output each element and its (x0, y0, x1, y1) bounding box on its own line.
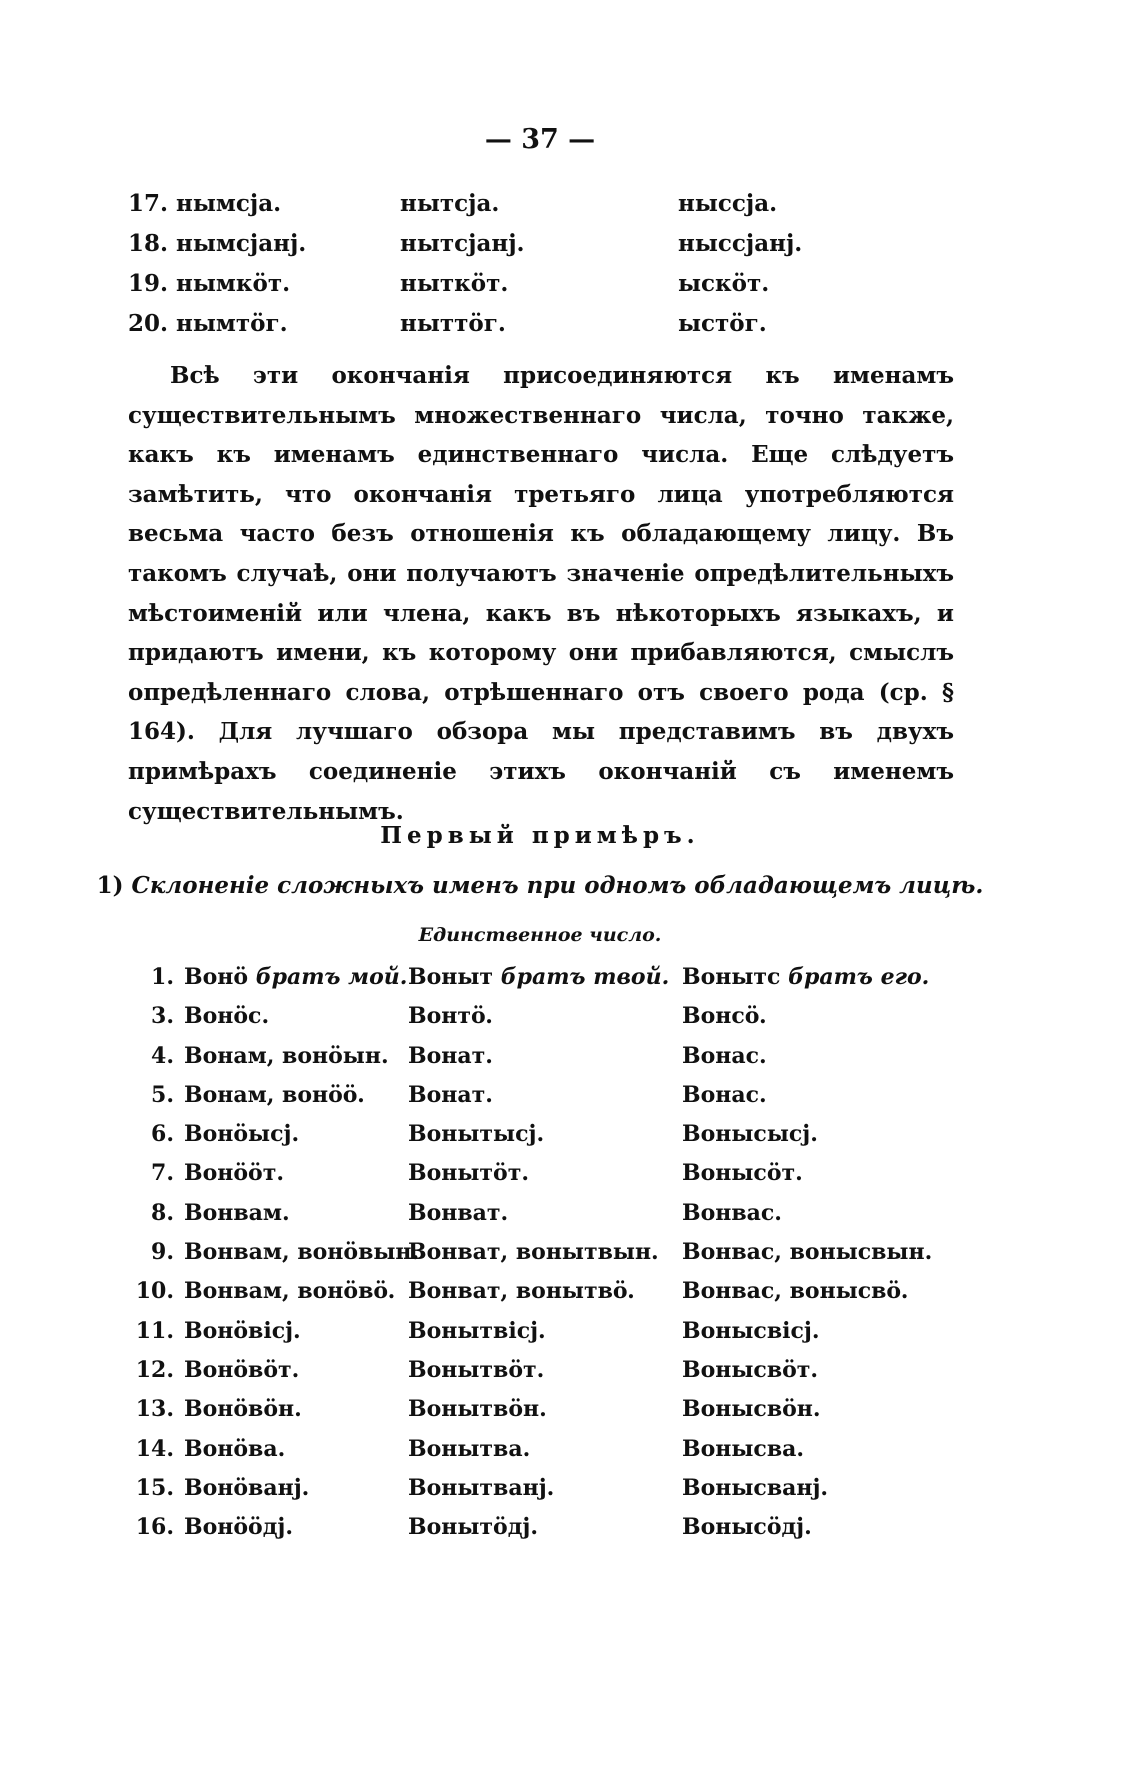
form-third-person: Вонсö. (682, 1003, 767, 1030)
row-number: 13. (135, 1396, 174, 1423)
row-number: 18. (128, 230, 169, 257)
row-number: 5. (151, 1081, 174, 1108)
row-number: 15. (135, 1474, 174, 1501)
form-first-person: Вонöвісј. (184, 1317, 301, 1344)
form-first-person: Вонвам, вонöвö. (184, 1278, 396, 1305)
row-number: 6. (151, 1121, 174, 1148)
form-second-person: Вонат. (408, 1081, 493, 1108)
row-number: 8. (151, 1199, 174, 1226)
row-number: 9. (151, 1239, 174, 1266)
suffix-second: ныттöг. (400, 310, 506, 337)
row-number: 11. (135, 1317, 174, 1344)
row-number: 3. (151, 1003, 174, 1030)
page-number: — 37 — (484, 124, 596, 155)
form-second-person: Вонытысј. (408, 1121, 545, 1148)
form-word: Вонö (184, 964, 249, 990)
form-first-person: Вонöс. (184, 1003, 270, 1030)
row-number: 16. (135, 1514, 174, 1541)
row-number: 4. (151, 1042, 174, 1069)
row-number: 17. (128, 190, 169, 217)
suffix-cell (128, 310, 288, 337)
form-third-person: Вонысва. (682, 1435, 805, 1462)
form-third-person: Вонас. (682, 1042, 767, 1069)
form-translation: братъ мой. (255, 964, 408, 990)
suffix-cell (128, 230, 306, 257)
suffix-second: ныткöт. (400, 270, 509, 297)
form-third-person: Вонысöдј. (682, 1514, 812, 1541)
row-number: 19. (128, 270, 169, 297)
form-third-person: Вонысöт. (682, 1160, 803, 1187)
suffix-first: нымсјанј. (176, 230, 307, 257)
form-second-person: Вонат. (408, 1042, 493, 1069)
suffix-second: нытсја. (400, 190, 500, 217)
suffix-third: ыскöт. (678, 270, 770, 297)
form-second-person: Вонтö. (408, 1003, 493, 1030)
form-second-person: Вонытвісј. (408, 1317, 546, 1344)
form-second-person: Вонытöт. (408, 1160, 530, 1187)
form-second-person: Вонват, вонытвö. (408, 1278, 635, 1305)
suffix-third: ныссја. (678, 190, 778, 217)
form-second-person: Вонытöдј. (408, 1514, 539, 1541)
form-first-person: Вонöвöн. (184, 1396, 302, 1423)
row-number: 14. (135, 1435, 174, 1462)
form-word: Вонытс (682, 964, 781, 990)
form-second-person: Вонытва. (408, 1435, 531, 1462)
suffix-cell (128, 190, 281, 217)
form-second-person: Вонытвöт. (408, 1356, 545, 1383)
form-third-person: Вонысванј. (682, 1474, 829, 1501)
form-second-person: Вонытванј. (408, 1474, 555, 1501)
row-number: 10. (135, 1278, 174, 1305)
form-third-person: Вонысвöн. (682, 1396, 821, 1423)
form-first-person: Вонам, вонöö. (184, 1081, 365, 1108)
form-first-person: Вонвам, вонöвын. (184, 1239, 420, 1266)
row-number: 12. (135, 1356, 174, 1383)
form-translation: братъ его. (788, 964, 930, 990)
form-translation: братъ твой. (500, 964, 670, 990)
suffix-first: нымсја. (176, 190, 282, 217)
form-third-person: Вонысвісј. (682, 1317, 820, 1344)
form-second-person: Вонытвöн. (408, 1396, 547, 1423)
form-third-person: Вонвас, вонысвö. (682, 1278, 909, 1305)
form-first-person: Вонöванј. (184, 1474, 310, 1501)
subheading-number: 1) (96, 872, 124, 899)
form-first-person: Вонööдј. (184, 1514, 294, 1541)
body-paragraph: Всѣ эти окончанія присоединяются къ именамъ существительнымъ множественнаго числа, точно также, какъ къ именамъ единственнаго числа. Еще слѣдуетъ замѣтить, что окончанія третьяго лица употребляются весьма часто безъ отношенія къ обладающему лицу. Въ такомъ случаѣ, они получаютъ значеніе опредѣлительныхъ мѣстоименій или члена, какъ въ нѣкоторыхъ языкахъ, и придаютъ имени, къ которому они прибавляются, смыслъ опредѣленнаго слова, отрѣшеннаго отъ своего рода (ср. § 164). Для лучшаго обзора мы представимъ въ двухъ примѣрахъ соединеніе этихъ окончаній съ именемъ существительнымъ. (128, 362, 954, 825)
form-word: Воныт (408, 964, 494, 990)
suffix-third: ыстöг. (678, 310, 767, 337)
row-number: 20. (128, 310, 169, 337)
form-third-person (682, 964, 929, 990)
form-first-person: Вонööт. (184, 1160, 285, 1187)
form-first-person: Вонам, вонöын. (184, 1042, 389, 1069)
form-first-person (184, 964, 407, 990)
form-first-person: Вонвам. (184, 1199, 290, 1226)
number-label: Единственное число. (418, 924, 662, 946)
suffix-third: ныссјанј. (678, 230, 803, 257)
example-heading: Первый примѣръ. (380, 822, 700, 849)
form-first-person: Вонöвöт. (184, 1356, 300, 1383)
suffix-cell (128, 270, 290, 297)
suffix-first: нымтöг. (176, 310, 288, 337)
subheading-text: Склоненіе сложныхъ именъ при одномъ обладающемъ лицѣ. (131, 872, 984, 899)
form-second-person: Вонват, вонытвын. (408, 1239, 659, 1266)
form-first-person: Вонöысј. (184, 1121, 300, 1148)
form-second-person (408, 964, 669, 990)
suffix-second: нытсјанј. (400, 230, 525, 257)
form-second-person: Вонват. (408, 1199, 509, 1226)
row-number: 1. (151, 964, 174, 990)
row-number: 7. (151, 1160, 174, 1187)
form-third-person: Вонысысј. (682, 1121, 818, 1148)
form-third-person: Вонвас, вонысвын. (682, 1239, 933, 1266)
suffix-first: нымкöт. (176, 270, 291, 297)
form-third-person: Вонысвöт. (682, 1356, 819, 1383)
form-first-person: Вонöва. (184, 1435, 286, 1462)
form-third-person: Вонас. (682, 1081, 767, 1108)
declension-subheading (0, 872, 1080, 899)
form-third-person: Вонвас. (682, 1199, 782, 1226)
